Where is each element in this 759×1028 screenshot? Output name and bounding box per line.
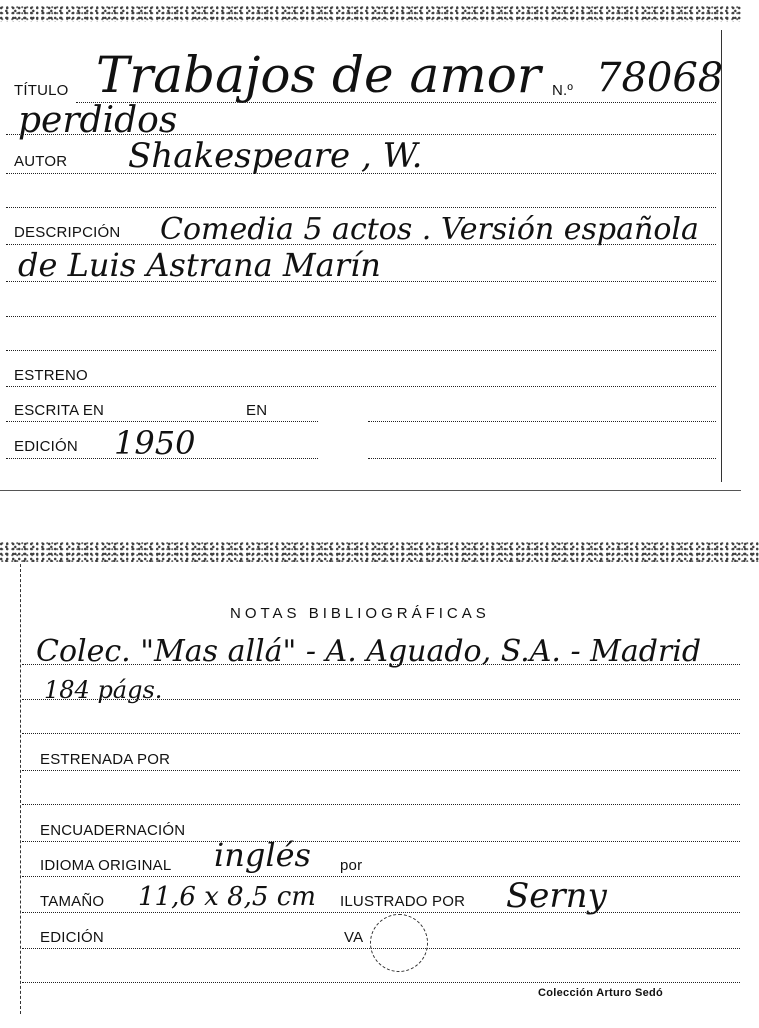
card-bottom-border <box>0 490 741 491</box>
autor-line <box>6 173 716 174</box>
notas-line-3-rule <box>22 733 740 734</box>
idioma-value: inglés <box>214 836 311 874</box>
ink-stamp-mark <box>370 914 428 972</box>
idioma-rule <box>22 876 740 877</box>
card-top-edge-texture <box>0 6 741 22</box>
edicion-2-rule-2 <box>22 982 740 983</box>
numero-label: N.º <box>552 82 574 99</box>
titulo-line-2 <box>6 134 716 135</box>
card2-left-border <box>20 564 21 1014</box>
estreno-line <box>6 386 716 387</box>
en-label: EN <box>246 402 268 419</box>
estrenada-por-rule-2 <box>22 804 740 805</box>
descripcion-line-3 <box>6 316 716 317</box>
por-label: por <box>340 857 363 874</box>
descripcion-line <box>6 244 716 245</box>
ilustrado-value: Serny <box>506 876 607 916</box>
tamano-value: 11,6 x 8,5 cm <box>138 882 316 912</box>
notas-line-1: Colec. "Mas allá" - A. Aguado, S.A. - Madrid <box>36 634 702 669</box>
catalog-card-bottom <box>0 536 759 1016</box>
edicion-line <box>6 458 318 459</box>
card-bottom-edge-texture <box>0 542 759 562</box>
coleccion-label: Colección Arturo Sedó <box>538 987 664 999</box>
estrenada-por-label: ESTRENADA POR <box>40 751 171 768</box>
ilustrado-label: ILUSTRADO POR <box>340 893 466 910</box>
autor-label: AUTOR <box>14 153 68 170</box>
titulo-label: TÍTULO <box>14 82 69 99</box>
encuadernacion-rule <box>22 841 740 842</box>
notas-line-2-rule <box>22 699 740 700</box>
descripcion-value: Comedia 5 actos . Versión española <box>160 212 699 247</box>
descripcion-value-line2: de Luis Astrana Marín <box>18 246 381 284</box>
estrenada-por-rule <box>22 770 740 771</box>
edicion-2-label: EDICIÓN <box>40 929 104 946</box>
descripcion-line-2 <box>6 281 716 282</box>
notas-header: NOTAS BIBLIOGRÁFICAS <box>230 605 490 622</box>
estreno-label: ESTRENO <box>14 367 88 384</box>
escrita-en-line-right <box>368 421 716 422</box>
escrita-en-line <box>6 421 318 422</box>
titulo-value: Trabajos de amor <box>96 46 541 104</box>
numero-value: 78068 <box>596 55 724 101</box>
idioma-label: IDIOMA ORIGINAL <box>40 857 172 874</box>
edicion-label: EDICIÓN <box>14 438 78 455</box>
catalog-card-top <box>0 0 741 492</box>
escrita-en-label: ESCRITA EN <box>14 402 105 419</box>
descripcion-label: DESCRIPCIÓN <box>14 224 121 241</box>
autor-line-2 <box>6 207 716 208</box>
autor-value: Shakespeare , W. <box>128 136 423 176</box>
edicion-line-right <box>368 458 716 459</box>
notas-line-2: 184 págs. <box>44 676 163 704</box>
notas-line-1-rule <box>22 664 740 665</box>
descripcion-line-4 <box>6 350 716 351</box>
titulo-value-line2: perdidos <box>18 100 178 141</box>
edicion-2-rule <box>22 948 740 949</box>
tamano-rule <box>22 912 740 913</box>
edicion-value: 1950 <box>114 424 196 462</box>
encuadernacion-label: ENCUADERNACIÓN <box>40 822 186 839</box>
valor-label: VA <box>344 929 364 946</box>
tamano-label: TAMAÑO <box>40 893 105 910</box>
